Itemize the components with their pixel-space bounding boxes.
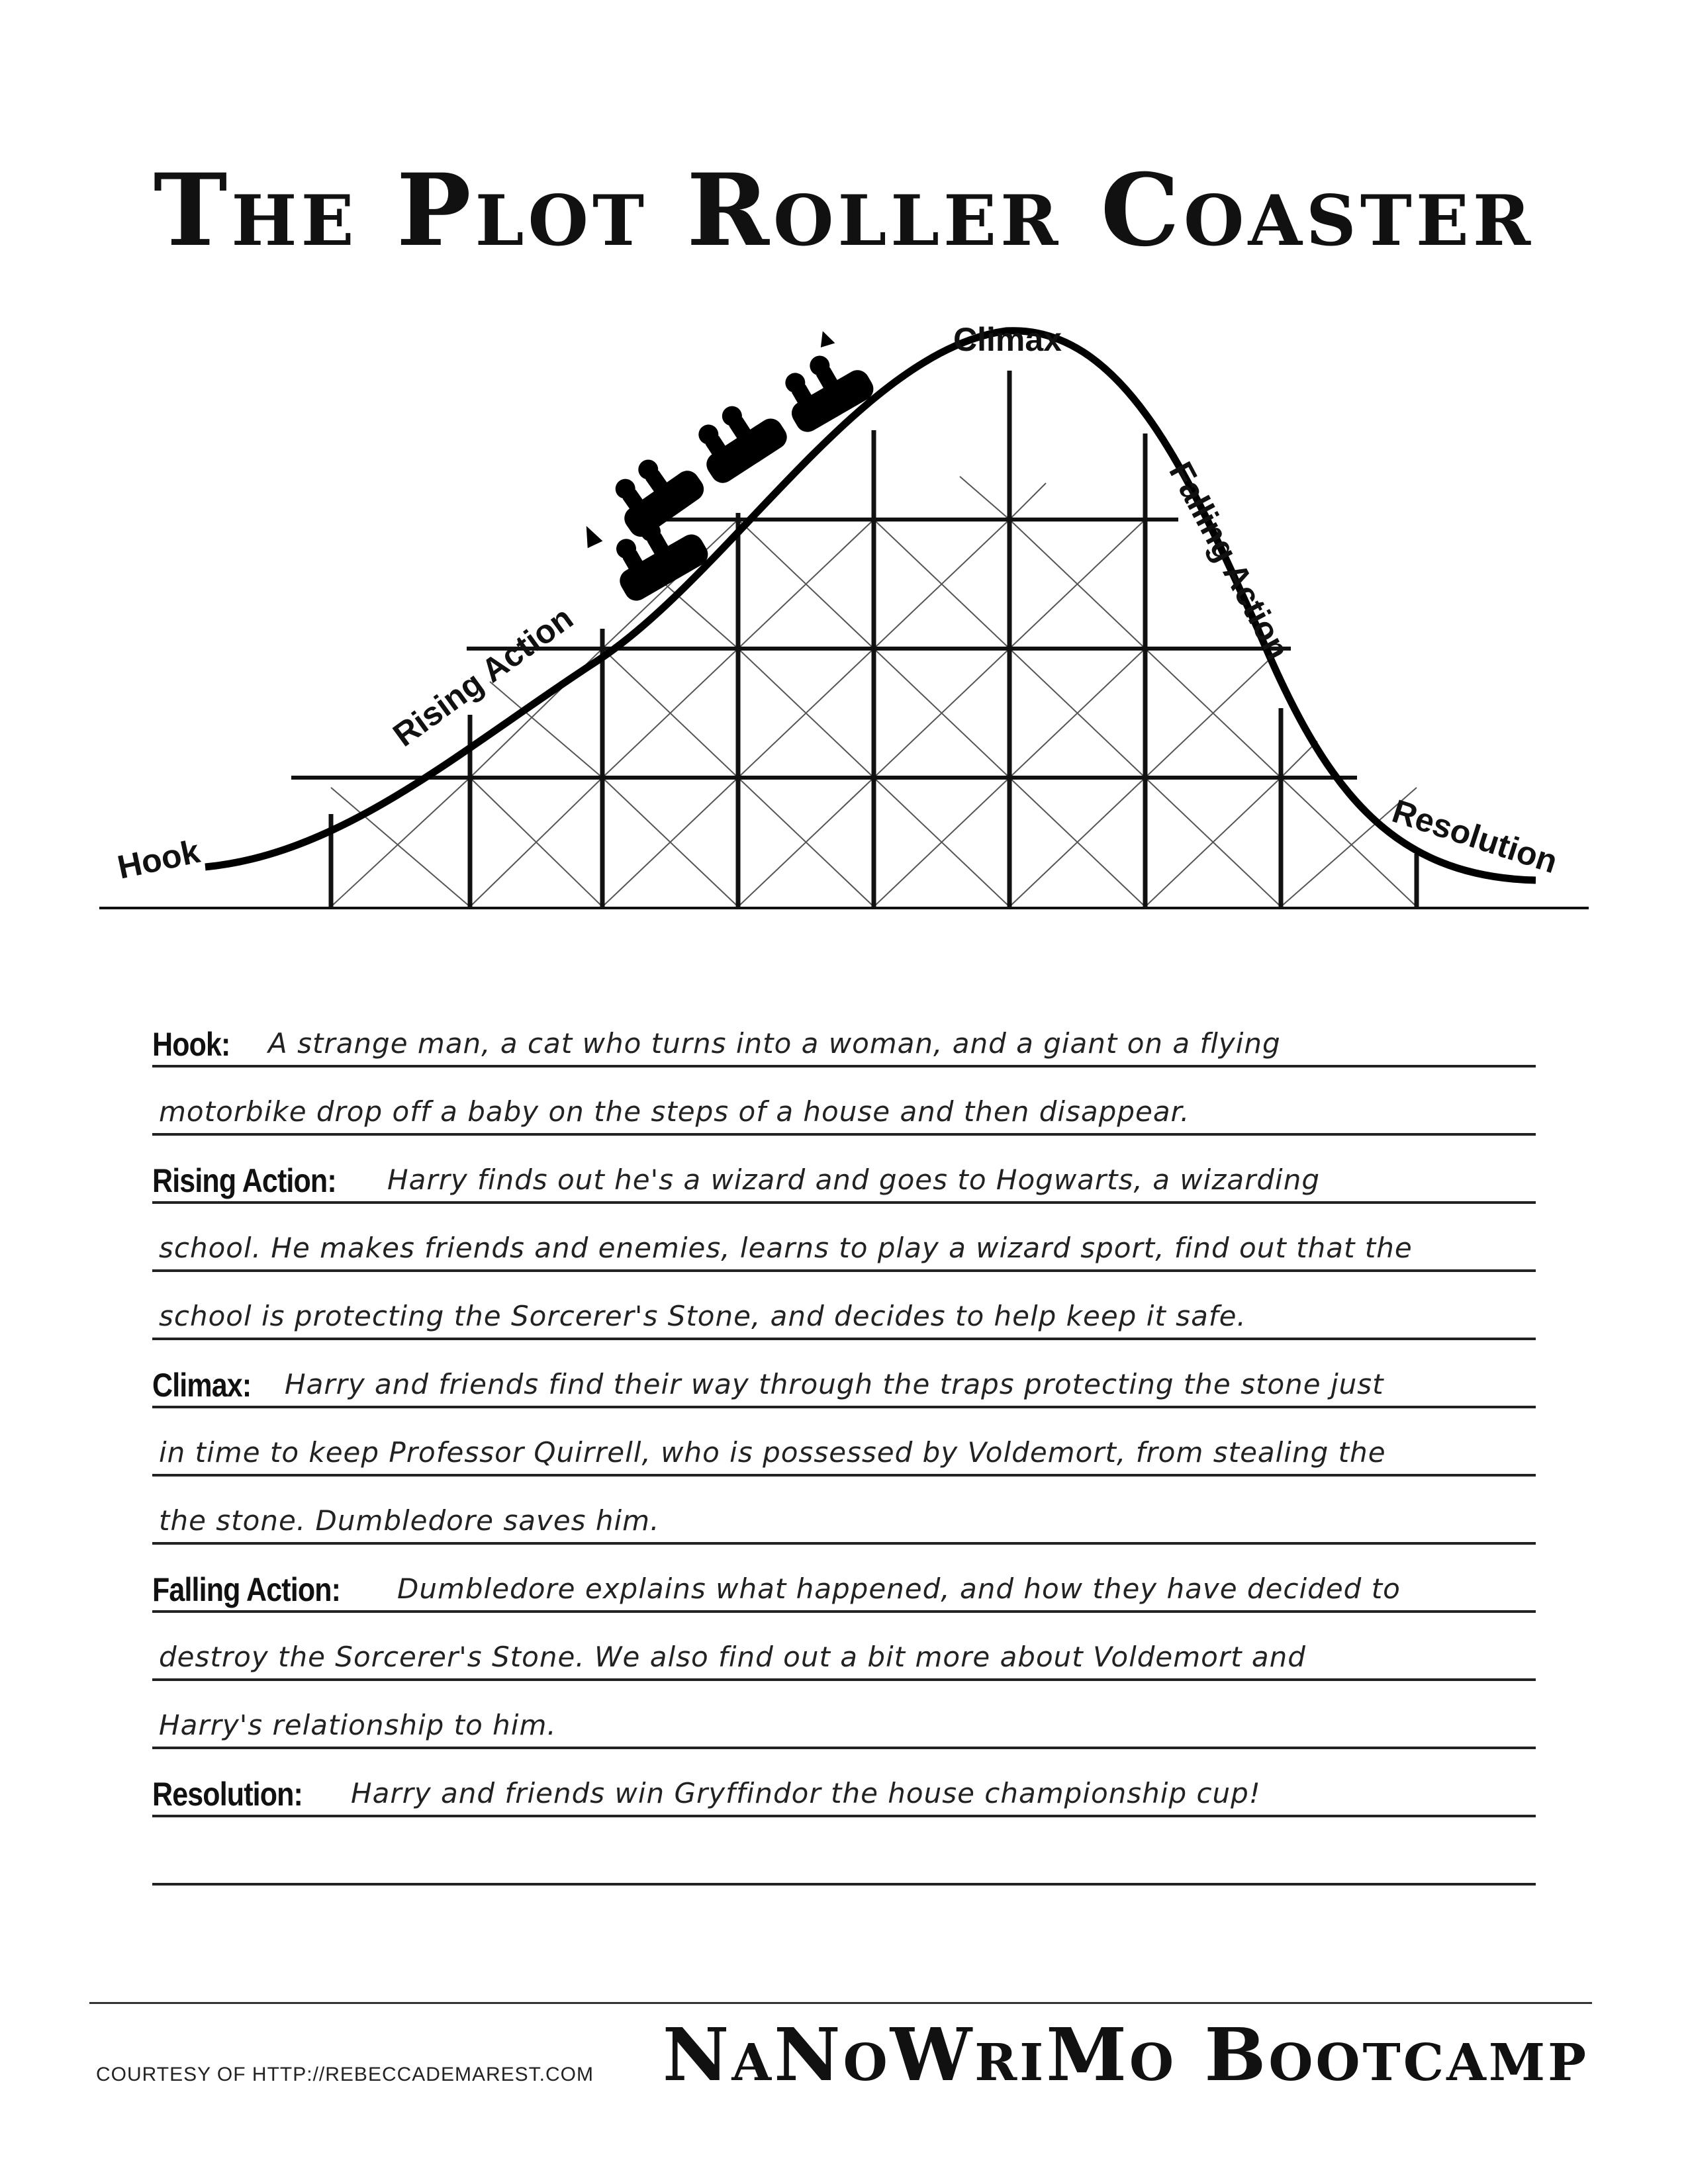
hook-field-label: Hook: bbox=[152, 1026, 230, 1063]
falling-action-answer: Dumbledore explains what happened, and how they have decided to bbox=[397, 1572, 1401, 1605]
resolution-field-label: Resolution: bbox=[152, 1776, 303, 1813]
rising-action-answer: school is protecting the Sorcerer's Stone, and decides to help keep it safe. bbox=[159, 1300, 1246, 1332]
roller-coaster-diagram bbox=[0, 285, 1688, 953]
climax-answer: Harry and friends find their way through the traps protecting the stone just bbox=[285, 1368, 1384, 1400]
falling-action-line-1 bbox=[152, 1545, 1536, 1613]
brand-logo: NaNoWriMo Bootcamp bbox=[662, 2012, 1589, 2097]
resolution-line-2 bbox=[152, 1817, 1536, 1886]
page-title: The Plot Roller Coaster bbox=[153, 152, 1535, 269]
rising-action-label: Rising Action bbox=[386, 599, 580, 754]
falling-action-answer: destroy the Sorcerer's Stone. We also find out a bit more about Voldemort and bbox=[159, 1641, 1306, 1673]
coaster-cars bbox=[578, 323, 878, 610]
falling-action-answer: Harry's relationship to him. bbox=[159, 1709, 557, 1741]
footer-divider bbox=[89, 2002, 1592, 2004]
falling-action-line-2 bbox=[152, 1613, 1536, 1681]
rising-action-line-3 bbox=[152, 1272, 1536, 1340]
courtesy-text: COURTESY OF HTTP://REBECCADEMAREST.COM bbox=[96, 2064, 594, 2085]
falling-action-label: Falling Action bbox=[1162, 455, 1297, 666]
resolution-answer: Harry and friends win Gryffindor the house championship cup! bbox=[351, 1777, 1261, 1809]
climax-label: Climax bbox=[953, 321, 1062, 358]
rising-action-answer: Harry finds out he's a wizard and goes to Hogwarts, a wizarding bbox=[387, 1163, 1320, 1196]
falling-action-field-label: Falling Action: bbox=[152, 1571, 341, 1608]
hook-line-1 bbox=[152, 999, 1536, 1068]
rising-action-field-label: Rising Action: bbox=[152, 1162, 336, 1199]
climax-line-2 bbox=[152, 1408, 1536, 1477]
climax-answer: in time to keep Professor Quirrell, who is possessed by Voldemort, from stealing the bbox=[159, 1436, 1386, 1469]
climax-line-3 bbox=[152, 1477, 1536, 1545]
resolution-label: Resolution bbox=[1387, 792, 1562, 881]
falling-action-line-3 bbox=[152, 1681, 1536, 1749]
climax-answer: the stone. Dumbledore saves him. bbox=[159, 1504, 660, 1537]
hook-line-2 bbox=[152, 1068, 1536, 1136]
hook-label: Hook bbox=[114, 832, 203, 886]
resolution-line-1 bbox=[152, 1749, 1536, 1817]
hook-answer: A strange man, a cat who turns into a woman, and a giant on a flying bbox=[268, 1027, 1281, 1060]
rising-action-line-2 bbox=[152, 1204, 1536, 1272]
rising-action-line-1 bbox=[152, 1136, 1536, 1204]
hook-answer: motorbike drop off a baby on the steps of a house and then disappear. bbox=[159, 1095, 1190, 1128]
coaster-track bbox=[205, 331, 1536, 880]
climax-line-1 bbox=[152, 1340, 1536, 1408]
coaster-beams bbox=[291, 520, 1357, 778]
rising-action-answer: school. He makes friends and enemies, learns to play a wizard sport, find out that the bbox=[159, 1232, 1413, 1264]
climax-field-label: Climax: bbox=[152, 1367, 252, 1404]
worksheet bbox=[152, 999, 1536, 1886]
